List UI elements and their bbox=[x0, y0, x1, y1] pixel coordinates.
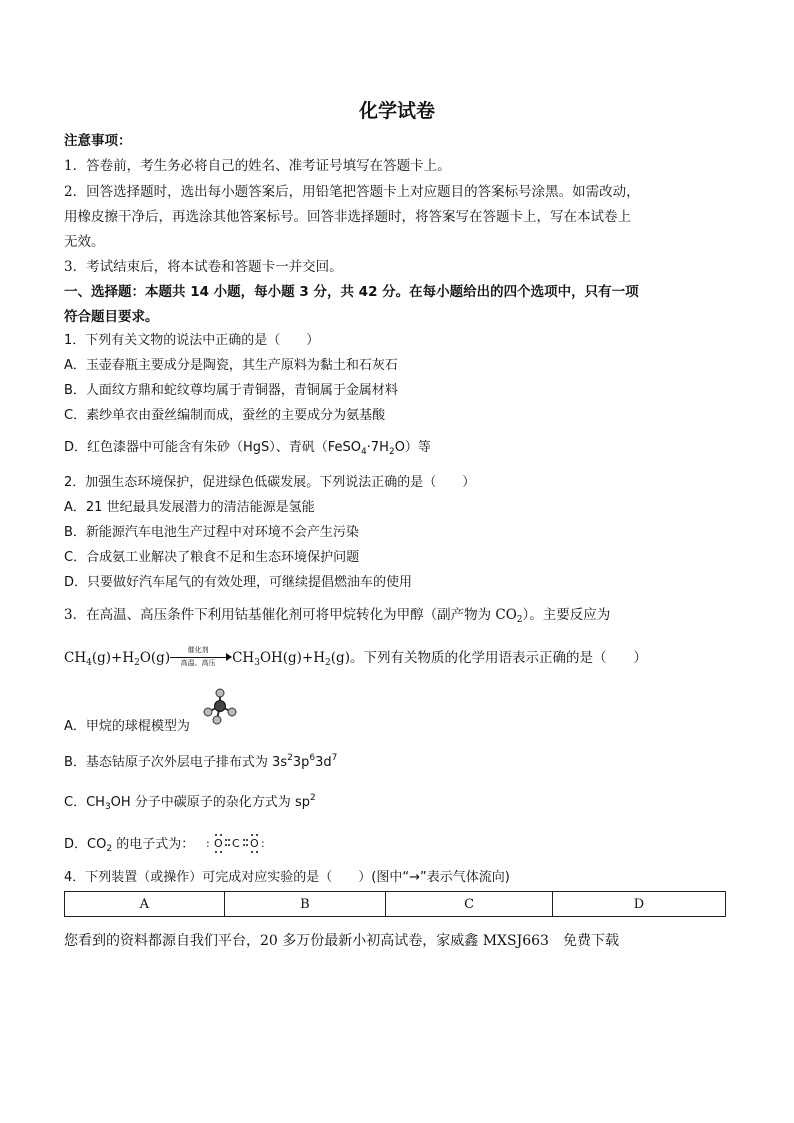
table-row bbox=[65, 892, 726, 917]
eq-right-end: (g) bbox=[330, 650, 350, 666]
reaction-arrow bbox=[170, 648, 232, 666]
eq-tail: 。下列有关物质的化学用语表示正确的是（ ） bbox=[349, 650, 647, 666]
notice-heading: 注意事项： bbox=[64, 133, 132, 149]
eq-h2o-rest: O(g) bbox=[139, 650, 171, 666]
q1-option-c: C．素纱单衣由蚕丝编制而成，蚕丝的主要成分为氨基酸 bbox=[64, 408, 386, 423]
arrow-shaft bbox=[170, 657, 228, 658]
eq-h2-sub: 2 bbox=[325, 658, 331, 668]
q3-equation bbox=[64, 648, 732, 667]
arrow-condition-bottom: 高温、高压 bbox=[180, 659, 216, 667]
q2-option-a: A．21 世纪最具发展潜力的清洁能源是氢能 bbox=[64, 500, 315, 515]
q3-d-sub: 2 bbox=[106, 844, 113, 854]
q1-d-suffix: O）等 bbox=[394, 440, 431, 455]
q3-a-text: A．甲烷的球棍模型为 bbox=[64, 719, 190, 734]
q3-c-sup: 2 bbox=[309, 793, 316, 803]
notice-item-2c: 无效。 bbox=[64, 234, 105, 250]
q4-options-table bbox=[64, 891, 726, 917]
svg-text::: : bbox=[261, 837, 265, 850]
q1-option-a: A．玉壶春瓶主要成分是陶瓷，其生产原料为黏土和石灰石 bbox=[64, 358, 398, 373]
q3-stem-prefix: 3．在高温、高压条件下利用钴基催化剂可将甲烷转化为甲醇（副产物为 CO bbox=[64, 607, 517, 623]
q1-stem: 1．下列有关文物的说法中正确的是（ ） bbox=[64, 333, 320, 348]
svg-text:C: C bbox=[232, 837, 240, 850]
q4-col-a: A bbox=[65, 892, 225, 917]
q3-b-mid2: 3d bbox=[315, 755, 332, 770]
methane-ball-stick-model-icon bbox=[202, 688, 238, 726]
eq-ch4: CH bbox=[64, 650, 87, 666]
svg-text:O: O bbox=[214, 837, 223, 850]
q4-col-d: D bbox=[552, 892, 725, 917]
q4-stem: 4．下列装置（或操作）可完成对应实验的是（ ）(图中“→”表示气体流向) bbox=[64, 870, 510, 885]
svg-text:O: O bbox=[250, 837, 259, 850]
eq-ch3-sub: 3 bbox=[254, 658, 260, 668]
section-heading-b: 符合题目要求。 bbox=[64, 309, 159, 325]
q4-col-c: C bbox=[386, 892, 553, 917]
footer-note: 您看到的资料都源自我们平台，20 多万份最新小初高试卷，家威鑫 MXSJ663 免费下载 bbox=[64, 933, 619, 949]
eq-right-mid: OH(g)+H bbox=[259, 650, 326, 666]
q3-stem bbox=[64, 606, 732, 624]
q3-c-mid: OH 分子中碳原子的杂化方式为 sp bbox=[110, 795, 310, 810]
q3-option-b bbox=[64, 754, 732, 772]
q3-d-mid: 的电子式为： bbox=[112, 837, 195, 852]
q3-b-sup1: 2 bbox=[287, 753, 293, 763]
q1-d-sub1: 4 bbox=[361, 447, 367, 457]
q2-option-c: C．合成氨工业解决了粮食不足和生态环境保护问题 bbox=[64, 550, 360, 565]
eq-ch3: CH bbox=[232, 650, 255, 666]
q3-b-sup2: 6 bbox=[309, 753, 316, 763]
q3-b-prefix: B．基态钴原子次外层电子排布式为 3s bbox=[64, 755, 288, 770]
notice-item-1: 1．答卷前，考生务必将自己的姓名、准考证号填写在答题卡上。 bbox=[64, 158, 451, 174]
q3-b-sup3: 7 bbox=[331, 753, 338, 763]
q2-option-d: D．只要做好汽车尾气的有效处理，可继续提倡燃油车的使用 bbox=[64, 575, 413, 590]
eq-left-rest: (g)+H bbox=[91, 650, 135, 666]
svg-text::: : bbox=[206, 837, 210, 850]
q3-option-c bbox=[64, 794, 732, 812]
q1-option-d bbox=[64, 439, 732, 457]
q4-col-b: B bbox=[224, 892, 386, 917]
q2-stem: 2．加强生态环境保护，促进绿色低碳发展。下列说法正确的是（ ） bbox=[64, 475, 476, 490]
co2-electron-formula-icon bbox=[204, 832, 268, 854]
q2-option-b: B．新能源汽车电池生产过程中对环境不会产生污染 bbox=[64, 525, 359, 540]
q3-b-mid1: 3p bbox=[292, 755, 310, 770]
notice-item-2a: 2．回答选择题时，选出每小题答案后，用铅笔把答题卡上对应题目的答案标号涂黑。如需改动， bbox=[64, 184, 640, 200]
q1-d-mid: ·7H bbox=[366, 440, 389, 455]
notice-item-2b: 用橡皮擦干净后，再选涂其他答案标号。回答非选择题时，将答案写在答题卡上，写在本试卷上 bbox=[64, 209, 631, 225]
notice-item-3: 3．考试结束后，将本试卷和答题卡一并交回。 bbox=[64, 259, 343, 275]
arrow-condition-top: 催化剂 bbox=[187, 646, 209, 654]
q3-option-d bbox=[64, 836, 732, 854]
q3-d-prefix: D．CO bbox=[64, 837, 107, 852]
eq-ch4-sub: 4 bbox=[86, 658, 92, 668]
section-heading-a: 一、选择题：本题共 14 小题，每小题 3 分，共 42 分。在每小题给出的四个选项中，只有一项 bbox=[64, 284, 639, 300]
eq-h2o-sub: 2 bbox=[134, 658, 140, 668]
q3-option-a bbox=[64, 718, 732, 736]
arrow-head-icon bbox=[226, 653, 232, 661]
q1-d-prefix: D．红色漆器中可能含有朱砂（HgS）、青矾（FeSO bbox=[64, 440, 362, 455]
q3-stem-sub: 2 bbox=[516, 615, 523, 625]
page-title: 化学试卷 bbox=[358, 100, 435, 122]
q1-d-sub2: 2 bbox=[388, 447, 395, 457]
q1-option-b: B．人面纹方鼎和蛇纹尊均属于青铜器，青铜属于金属材料 bbox=[64, 383, 398, 398]
q3-stem-suffix: ）。主要反应为 bbox=[522, 607, 611, 623]
q3-c-sub: 3 bbox=[104, 802, 111, 812]
q3-c-prefix: C．CH bbox=[64, 795, 105, 810]
